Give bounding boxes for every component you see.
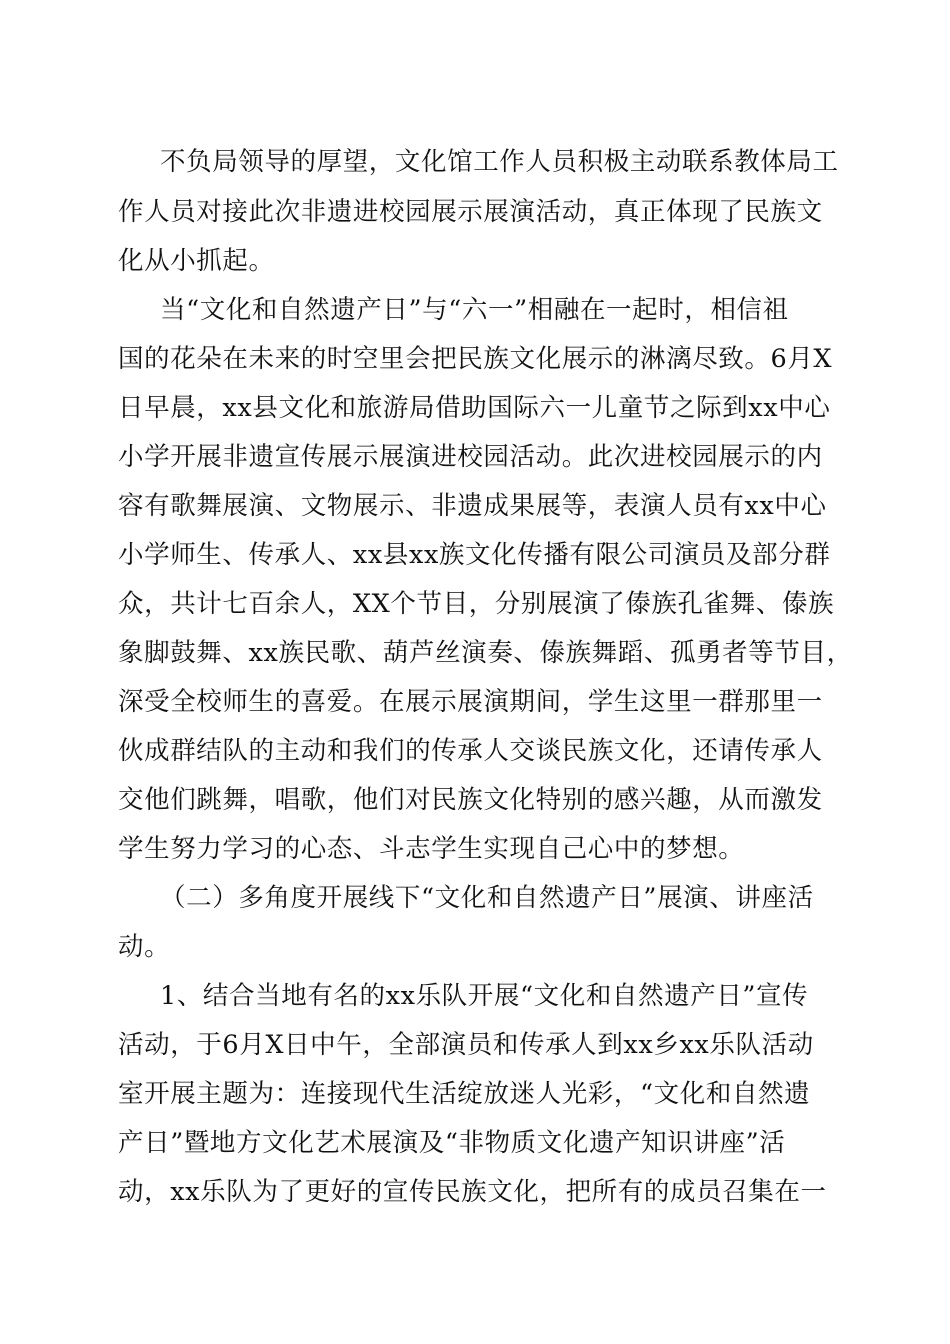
text-line: 不负局领导的厚望，文化馆工作人员积极主动联系教体局工	[160, 147, 839, 177]
text-line: 动，xx乐队为了更好的宣传民族文化，把所有的成员召集在一	[118, 1177, 827, 1207]
text-line: 小学师生、传承人、xx县xx族文化传播有限公司演员及部分群	[118, 540, 831, 570]
section-heading: 动。	[118, 932, 171, 962]
text-line: 活动，于6月X日中午，全部演员和传承人到xx乡xx乐队活动	[118, 1030, 814, 1060]
text-line: 作人员对接此次非遗进校园展示展演活动，真正体现了民族文	[118, 197, 823, 227]
text-line: 学生努力学习的心态、斗志学生实现自己心中的梦想。	[118, 834, 745, 864]
text-line: 产日”暨地方文化艺术展演及“非物质文化遗产知识讲座”活	[118, 1128, 786, 1158]
text-line: 当“文化和自然遗产日”与“六一”相融在一起时，相信祖	[160, 295, 789, 325]
text-line: 小学开展非遗宣传展示展演进校园活动。此次进校园展示的内	[118, 442, 823, 472]
text-line: 交他们跳舞，唱歌，他们对民族文化特别的感兴趣，从而激发	[118, 785, 823, 815]
text-line: 化从小抓起。	[118, 246, 275, 276]
text-line: 象脚鼓舞、xx族民歌、葫芦丝演奏、傣族舞蹈、孤勇者等节目，	[118, 638, 853, 668]
text-line: 国的花朵在未来的时空里会把民族文化展示的淋漓尽致。6月X	[118, 344, 833, 374]
section-heading: （二）多角度开展线下“文化和自然遗产日”展演、讲座活	[160, 883, 814, 913]
text-line: 容有歌舞展演、文物展示、非遗成果展等，表演人员有xx中心	[118, 491, 827, 521]
text-line: 伙成群结队的主动和我们的传承人交谈民族文化，还请传承人	[118, 736, 823, 766]
text-line: 1、结合当地有名的xx乐队开展“文化和自然遗产日”宣传	[160, 981, 809, 1011]
text-line: 众，共计七百余人，XX个节目，分别展演了傣族孔雀舞、傣族	[118, 589, 835, 619]
text-line: 深受全校师生的喜爱。在展示展演期间，学生这里一群那里一	[118, 687, 823, 717]
text-line: 室开展主题为：连接现代生活绽放迷人光彩，“文化和自然遗	[118, 1079, 811, 1109]
text-line: 日早晨，xx县文化和旅游局借助国际六一儿童节之际到xx中心	[118, 393, 831, 423]
